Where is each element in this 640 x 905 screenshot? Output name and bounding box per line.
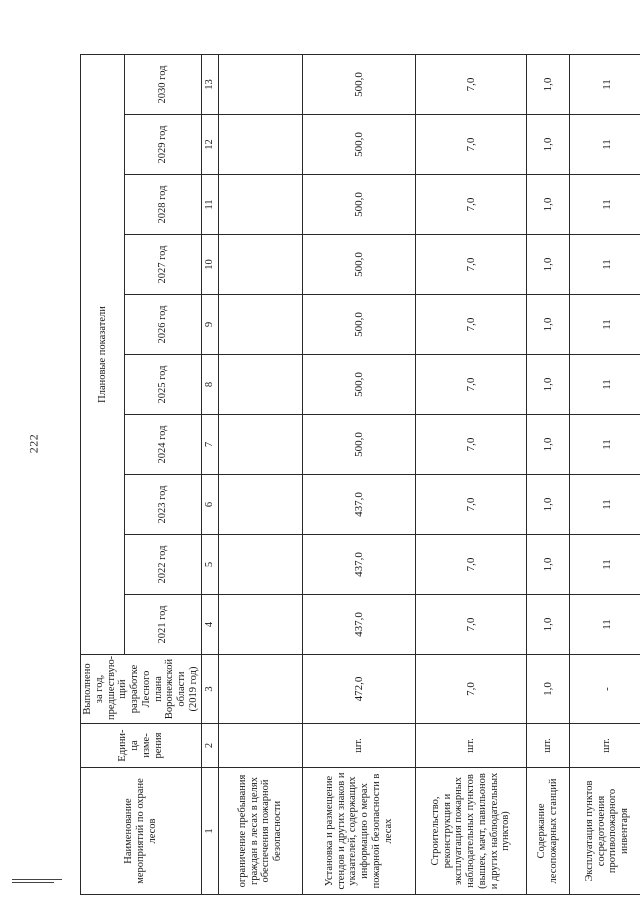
row-value: 500,0 [303,355,416,415]
row-baseline: - [570,655,640,724]
row-value [218,415,303,475]
row-name: Эксплуатация пунктов сосредоточения противопожарного инвентаря [570,768,640,895]
row-value: 7,0 [416,54,527,114]
table-row [526,54,570,894]
row-unit: шт. [303,724,416,768]
header-row-main [81,54,125,894]
row-value: 7,0 [416,235,527,295]
header-year: 2029 год [125,115,201,175]
row-value: 1,0 [526,355,570,415]
row-baseline [218,655,303,724]
row-value [218,54,303,114]
row-value: 500,0 [303,415,416,475]
row-value: 7,0 [416,595,527,655]
rotated-table-container [80,55,631,895]
row-value: 1,0 [526,595,570,655]
row-value: 7,0 [416,535,527,595]
row-value: 1,0 [526,235,570,295]
row-value: 11 [570,295,640,355]
header-unit: Едини-ца изме-рения [81,724,202,768]
row-value: 500,0 [303,54,416,114]
row-value: 7,0 [416,115,527,175]
row-value: 11 [570,175,640,235]
column-number: 11 [201,175,218,235]
row-value [218,595,303,655]
column-number: 3 [201,655,218,724]
table-row [218,54,303,894]
row-baseline: 7,0 [416,655,527,724]
row-value: 1,0 [526,54,570,114]
forest-protection-plan-table [80,54,640,895]
row-value: 11 [570,595,640,655]
column-number: 2 [201,724,218,768]
table-row [570,54,640,894]
row-value: 11 [570,355,640,415]
footer-rule-short [12,882,54,883]
column-number: 1 [201,768,218,895]
row-value [218,295,303,355]
row-value: 7,0 [416,295,527,355]
row-value: 437,0 [303,475,416,535]
row-value: 1,0 [526,115,570,175]
row-value: 500,0 [303,295,416,355]
row-value [218,175,303,235]
row-value: 11 [570,415,640,475]
column-number: 6 [201,475,218,535]
header-year: 2023 год [125,475,201,535]
column-number-row [201,54,218,894]
column-number: 5 [201,535,218,595]
row-name: ограничение пребывания граждан в лесах в целях обеспечения пожарной безопасности [218,768,303,895]
row-unit: шт. [570,724,640,768]
table-row [303,54,416,894]
row-value: 11 [570,535,640,595]
header-year: 2028 год [125,175,201,235]
header-year: 2026 год [125,295,201,355]
row-value: 1,0 [526,535,570,595]
row-value: 1,0 [526,175,570,235]
header-baseline: Выполнено за год, предшествую-щий разработке Лесного плана Воронежской области (2019 год) [81,655,202,724]
row-value [218,235,303,295]
row-value: 500,0 [303,175,416,235]
table-row [416,54,527,894]
row-value [218,355,303,415]
row-value: 437,0 [303,595,416,655]
header-year: 2030 год [125,54,201,114]
row-name: Содержание лесопожарных станций [526,768,570,895]
column-number: 10 [201,235,218,295]
row-name: Установка и размещение стендов и других знаков и указателей, содержащих информацию о мерах пожарной безопасности в лесах [303,768,416,895]
header-year: 2027 год [125,235,201,295]
row-value: 437,0 [303,535,416,595]
row-value: 500,0 [303,235,416,295]
column-number: 12 [201,115,218,175]
header-year: 2025 год [125,355,201,415]
row-value: 7,0 [416,175,527,235]
row-value: 500,0 [303,115,416,175]
row-value [218,475,303,535]
header-name: Наименование мероприятий по охране лесов [81,768,202,895]
row-value: 7,0 [416,475,527,535]
row-unit: шт. [416,724,527,768]
column-number: 4 [201,595,218,655]
column-number: 8 [201,355,218,415]
row-unit: шт. [526,724,570,768]
row-value [218,115,303,175]
row-baseline: 1,0 [526,655,570,724]
footer-rule [12,879,62,880]
column-number: 7 [201,415,218,475]
row-unit [218,724,303,768]
row-value [218,535,303,595]
row-value: 7,0 [416,355,527,415]
row-value: 11 [570,54,640,114]
header-year: 2024 год [125,415,201,475]
row-value: 1,0 [526,415,570,475]
header-year: 2021 год [125,595,201,655]
header-year: 2022 год [125,535,201,595]
row-value: 1,0 [526,475,570,535]
row-value: 11 [570,235,640,295]
row-value: 11 [570,475,640,535]
row-value: 7,0 [416,415,527,475]
column-number: 9 [201,295,218,355]
row-name: Строительство, реконструкция и эксплуатация пожарных наблюдательных пунктов (вышек, мачт, павильонов и других наблюдательных пунктов) [416,768,527,895]
header-planned: Плановые показатели [81,54,125,654]
page-number: 222 [26,433,41,454]
row-value: 1,0 [526,295,570,355]
column-number: 13 [201,54,218,114]
row-baseline: 472,0 [303,655,416,724]
row-value: 11 [570,115,640,175]
